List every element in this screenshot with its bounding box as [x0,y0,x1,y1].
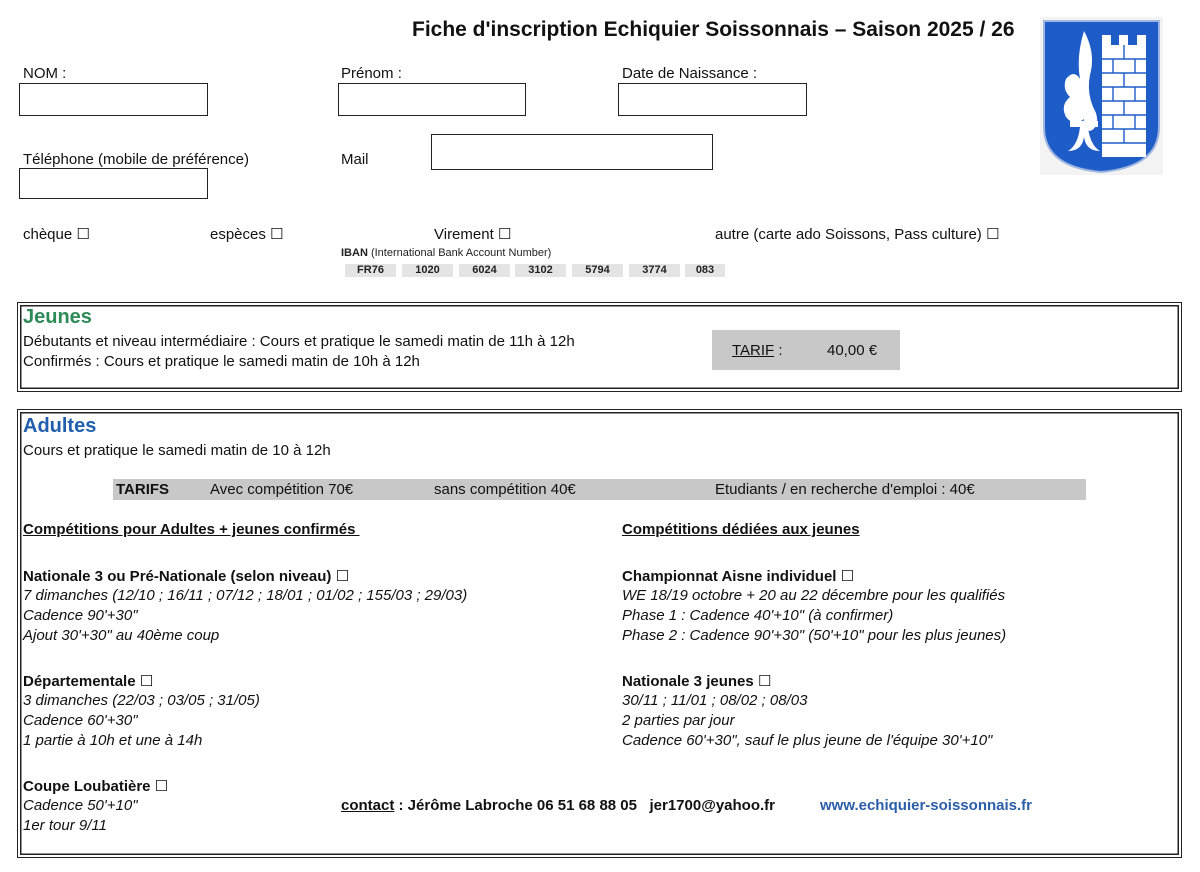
iban-label-bold: IBAN [341,247,368,259]
contact-line [341,797,775,814]
iban-label-rest: (International Bank Account Number) [367,247,552,259]
jeunes-tarif-label [732,342,783,359]
adultes-tarif-sans: sans compétition 40€ [434,481,576,498]
soissons-coat-of-arms-icon [1040,17,1163,175]
jeunes-tarif-label-text: TARIF [732,342,775,359]
iban-group: 1020 [402,264,453,277]
n3j-dates: 30/11 ; 11/01 ; 08/02 ; 08/03 [622,692,808,709]
iban-group: 6024 [459,264,510,277]
payment-autre-checkbox[interactable]: autre (carte ado Soissons, Pass culture) ☐ [715,226,1000,243]
mail-label: Mail [341,151,369,168]
aisne-phase1: Phase 1 : Cadence 40'+10" (à confirmer) [622,607,894,624]
contact-label: contact [341,797,395,814]
date-naissance-field[interactable] [618,83,807,116]
n3j-cadence: Cadence 60'+30", sauf le plus jeune de l'équipe 30'+10" [622,732,993,749]
competitions-jeunes-heading: Compétitions dédiées aux jeunes [622,521,860,538]
aisne-phase2: Phase 2 : Cadence 90'+30" (50'+10" pour les plus jeunes) [622,627,1007,644]
jeunes-line-confirmes: Confirmés : Cours et pratique le samedi matin de 10h à 12h [23,353,420,370]
competitions-adultes-heading: Compétitions pour Adultes + jeunes confirmés [23,521,360,538]
nationale-cadence: Cadence 90'+30" [23,607,138,624]
jeunes-tarif-value: 40,00 € [827,342,878,359]
aisne-dates: WE 18/19 octobre + 20 au 22 décembre pour les qualifiés [622,587,1006,604]
prenom-label: Prénom : [341,65,402,82]
iban-group: 5794 [572,264,623,277]
departementale-checkbox[interactable]: Départementale ☐ [23,673,154,690]
telephone-label: Téléphone (mobile de préférence) [23,151,249,168]
adultes-tarif-etudiants: Etudiants / en recherche d'emploi : 40€ [715,481,975,498]
jeunes-heading: Jeunes [23,306,92,328]
payment-virement-checkbox[interactable]: Virement ☐ [434,226,512,243]
website-link[interactable]: www.echiquier-soissonnais.fr [820,797,1032,814]
payment-especes-checkbox[interactable]: espèces ☐ [210,226,284,243]
n3j-parties: 2 parties par jour [622,712,735,729]
adultes-heading: Adultes [23,415,97,437]
iban-group: 3774 [629,264,680,277]
coupe-cadence: Cadence 50'+10" [23,797,138,814]
adultes-tarifs-label: TARIFS [116,481,170,498]
contact-details: : Jérôme Labroche 06 51 68 88 05 jer1700@yahoo.fr [394,797,775,814]
departementale-dates: 3 dimanches (22/03 ; 03/05 ; 31/05) [23,692,260,709]
adultes-tarif-avec: Avec compétition 70€ [210,481,354,498]
iban-label [341,247,551,259]
nationale-ajout: Ajout 30'+30" au 40ème coup [23,627,220,644]
iban-group: 083 [685,264,725,277]
page-title: Fiche d'inscription Echiquier Soissonnais – Saison 2025 / 26 [412,18,1015,41]
mail-field[interactable] [431,134,713,170]
nationale-dates: 7 dimanches (12/10 ; 16/11 ; 07/12 ; 18/01 ; 01/02 ; 155/03 ; 29/03) [23,587,468,604]
departementale-cadence: Cadence 60'+30" [23,712,138,729]
jeunes-tarif-colon: : [774,342,783,359]
coupe-premier-tour: 1er tour 9/11 [23,817,107,834]
iban-group: FR76 [345,264,396,277]
nationale-checkbox[interactable]: Nationale 3 ou Pré-Nationale (selon niveau) ☐ [23,568,350,585]
jeunes-line-debutants: Débutants et niveau intermédiaire : Cours et pratique le samedi matin de 11h à 12h [23,333,575,350]
coupe-loubatiere-checkbox[interactable]: Coupe Loubatière ☐ [23,778,169,795]
date-naissance-label: Date de Naissance : [622,65,758,82]
nationale3-jeunes-checkbox[interactable]: Nationale 3 jeunes ☐ [622,673,772,690]
departementale-horaires: 1 partie à 10h et une à 14h [23,732,203,749]
nom-label: NOM : [23,65,67,82]
iban-group: 3102 [515,264,566,277]
nom-field[interactable] [19,83,208,116]
championnat-aisne-checkbox[interactable]: Championnat Aisne individuel ☐ [622,568,855,585]
payment-cheque-checkbox[interactable]: chèque ☐ [23,226,90,243]
prenom-field[interactable] [338,83,526,116]
adultes-line-cours: Cours et pratique le samedi matin de 10 à 12h [23,442,331,459]
telephone-field[interactable] [19,168,208,199]
